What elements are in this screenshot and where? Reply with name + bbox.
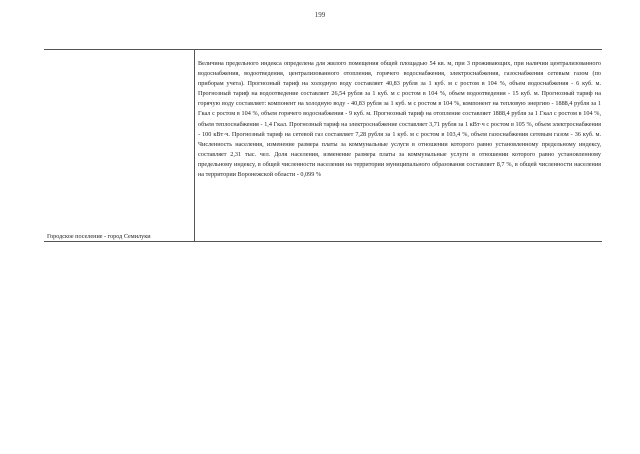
page-number: 199 bbox=[314, 11, 326, 19]
description-cell: Величина предельного индекса определена для жилого помещения общей площадью 54 кв. м, при 3 проживающих, при наличии централизованного водоснабжения, водоотведения, централизованного отопления, горячего водоснабжения, электроснабжения, газоснабжения сетевым газом (по приборам учета). Прогнозный тариф на холодную воду составляет 40,83 рубля за 1 куб. м с ростом в 104 %, объем водоснабжения - 6 куб. м. Прогнозный тариф на водоотведение составляет 26,54 рубля за 1 куб. м с ростом в 104 %, объем водоотведения - 15 куб. м. Прогнозный тариф на горячую воду составляет: компонент на холодную воду - 40,83 рубля за 1 куб. м с ростом в 104 %, компонент на тепловую энергию - 1888,4 рубля за 1 Гкал с ростом в 104 %, объем горячего водоснабжения - 9 куб. м. Прогнозный тариф на отопление составляет 1888,4 рубля за 1 Гкал с ростом в 104 %, объем теплоснабжения - 1,4 Гкал. Прогнозный тариф на электроснабжение составляет 3,71 рубля за 1 кВт·ч с ростом в 105 %, объем электроснабжения - 100 кВт·ч. Прогнозный тариф на сетевой газ составляет 7,28 рубля за 1 куб. м с ростом в 103,4 %, объем газоснабжения сетевым газом - 36 куб. м. Численность населения, изменение размера платы за коммунальные услуги в отношении которого равно установленному предельному индексу, составляет 2,31 тыс. чел. Доля населения, изменение размера платы за коммунальные услуги в отношении которого равно установленному предельному индексу, в общей численности населения на территории муниципального образования составляет 8,7 %, в общей численности населения на территории Воронежской области - 0,099 % bbox=[198, 60, 601, 179]
table-row bbox=[44, 49, 602, 242]
municipality-cell: Городское поселение - город Семилуки bbox=[47, 233, 151, 240]
column-divider bbox=[194, 50, 195, 241]
